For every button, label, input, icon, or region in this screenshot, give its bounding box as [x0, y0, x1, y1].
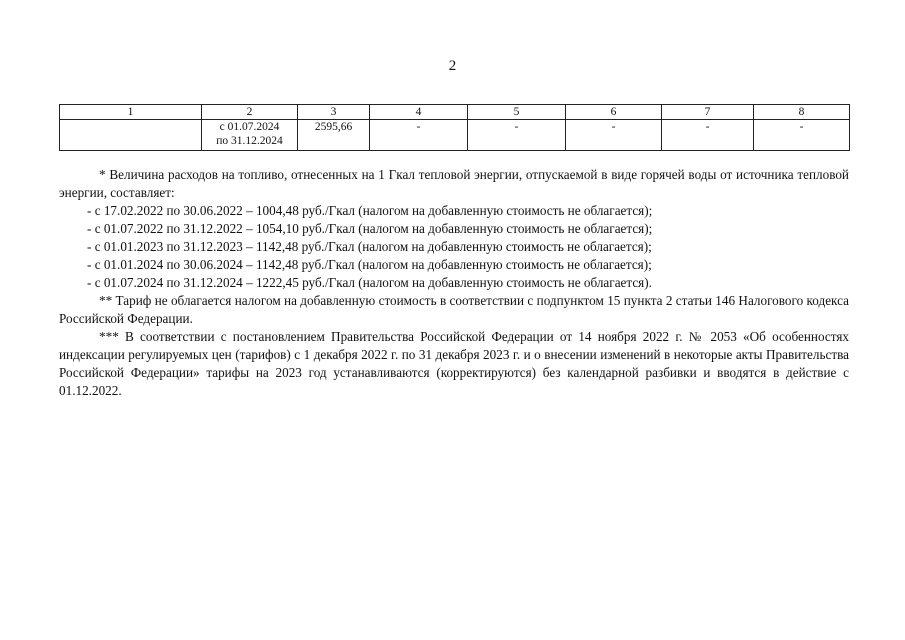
table-header-row	[60, 105, 850, 120]
footnotes	[59, 166, 849, 400]
fuel-cost-item: - с 17.02.2022 по 30.06.2022 – 1004,48 руб./Гкал (налогом на добавленную стоимость не облагается);	[87, 203, 653, 218]
fuel-cost-item: - с 01.07.2024 по 31.12.2024 – 1222,45 руб./Гкал (налогом на добавленную стоимость не облагается).	[87, 275, 652, 290]
column-header: 6	[566, 105, 662, 120]
period-start: с 01.07.2024	[219, 121, 280, 133]
column-header: 2	[202, 105, 298, 120]
decree-note: *** В соответствии с постановлением Правительства Российской Федерации от 14 ноября 2022 г. № 2053 «Об особенностях индексации регулируемых цен (тарифов) с 1 декабря 2022 г. по 31 декабря 2023 г. и о внесении изменений в некоторые акты Правительства Российской Федерации» тарифы на 2023 год устанавливаются (корректируются) без календарной разбивки и вводятся в действие с 01.12.2022.	[59, 329, 849, 398]
column-header: 4	[370, 105, 468, 120]
vat-note: ** Тариф не облагается налогом на добавленную стоимость в соответствии с подпунктом 15 пункта 2 статьи 146 Налогового кодекса Российской Федерации.	[59, 293, 849, 326]
table-cell: -	[566, 120, 662, 151]
table-cell-period	[202, 120, 298, 151]
table-cell: -	[662, 120, 754, 151]
fuel-cost-note: * Величина расходов на топливо, отнесенных на 1 Гкал тепловой энергии, отпускаемой в виде горячей воды от источника тепловой энергии, составляет:	[59, 167, 849, 200]
fuel-cost-item: - с 01.01.2023 по 31.12.2023 – 1142,48 руб./Гкал (налогом на добавленную стоимость не облагается);	[87, 239, 652, 254]
column-header: 5	[468, 105, 566, 120]
column-header: 3	[298, 105, 370, 120]
fuel-cost-item: - с 01.01.2024 по 30.06.2024 – 1142,48 руб./Гкал (налогом на добавленную стоимость не облагается);	[87, 257, 652, 272]
column-header: 1	[60, 105, 202, 120]
tariff-table	[59, 104, 850, 151]
page-number: 2	[448, 58, 457, 74]
table-cell: -	[754, 120, 850, 151]
period-end: по 31.12.2024	[216, 135, 283, 147]
table-cell-empty	[60, 120, 202, 151]
table-cell-tariff: 2595,66	[298, 120, 370, 151]
column-header: 8	[754, 105, 850, 120]
column-header: 7	[662, 105, 754, 120]
table-row	[60, 120, 850, 151]
table-cell: -	[370, 120, 468, 151]
fuel-cost-item: - с 01.07.2022 по 31.12.2022 – 1054,10 руб./Гкал (налогом на добавленную стоимость не облагается);	[87, 221, 653, 236]
table-cell: -	[468, 120, 566, 151]
